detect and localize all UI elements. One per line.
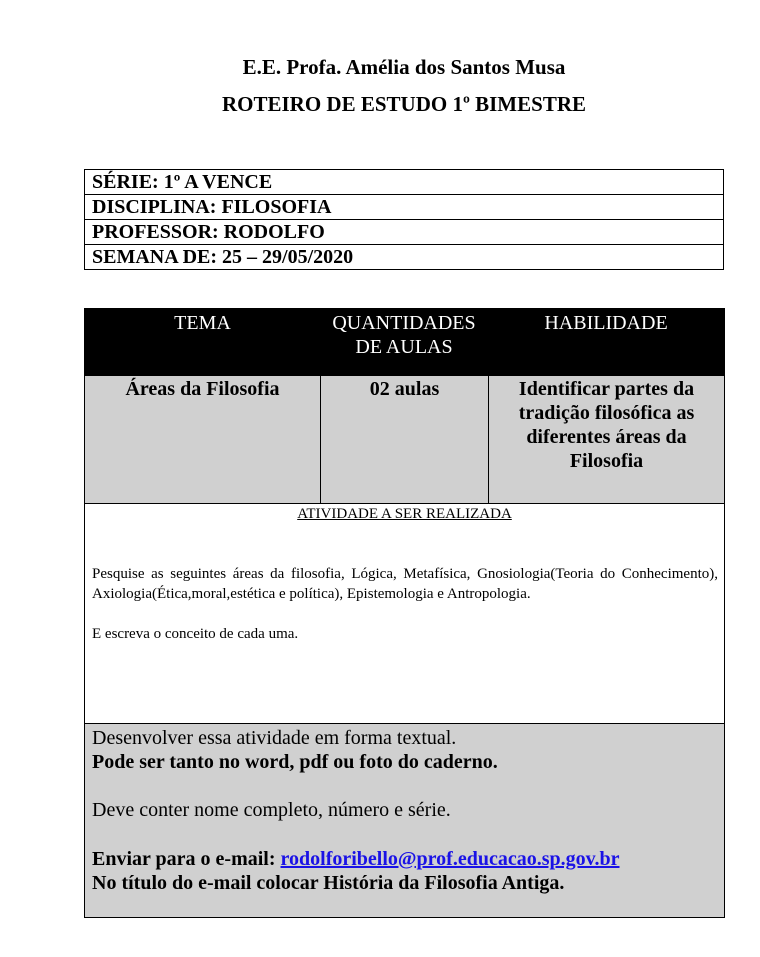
header-tema: TEMA (174, 312, 231, 334)
delivery-line-1: Desenvolver essa atividade em forma textual. (92, 727, 457, 749)
cell-habilidade: Identificar partes da tradição filosófica as diferentes áreas da Filosofia (488, 376, 724, 503)
header-quantidades-line2: DE AULAS (355, 336, 453, 358)
cell-quantidades: 02 aulas (320, 376, 488, 503)
delivery-email-line (85, 847, 620, 871)
email-link[interactable]: rodolforibello@prof.educacao.sp.gov.br (280, 848, 620, 870)
activity-section (85, 504, 724, 724)
table-row (85, 376, 724, 504)
activity-title: ATIVIDADE A SER REALIZADA (297, 506, 512, 522)
info-table (84, 169, 724, 270)
delivery-line-5: No título do e-mail colocar História da Filosofia Antiga. (92, 872, 565, 894)
delivery-line-2: Pode ser tanto no word, pdf ou foto do caderno. (92, 751, 498, 773)
document-title: ROTEIRO DE ESTUDO 1º BIMESTRE (221, 92, 586, 116)
header-quantidades (320, 311, 488, 359)
study-plan-table (84, 308, 725, 918)
school-name: E.E. Profa. Amélia dos Santos Musa (242, 55, 566, 79)
delivery-line-3: Deve conter nome completo, número e série. (92, 799, 451, 821)
header-quantidades-line1: QUANTIDADES (332, 312, 476, 334)
disciplina-cell: DISCIPLINA: FILOSOFIA (85, 195, 724, 220)
professor-cell: PROFESSOR: RODOLFO (85, 220, 724, 245)
cell-tema: Áreas da Filosofia (125, 378, 280, 400)
activity-instructions: Pesquise as seguintes áreas da filosofia, Lógica, Metafísica, Gnosiologia(Teoria do Conhecimento), Axiologia(Ética,moral,estética e política), Epistemologia e Antropologia. (92, 566, 718, 602)
serie-cell: SÉRIE: 1º A VENCE (85, 170, 724, 195)
semana-cell: SEMANA DE: 25 – 29/05/2020 (85, 245, 724, 270)
delivery-section (85, 724, 724, 917)
activity-instructions-2: E escreva o conceito de cada uma. (92, 626, 299, 642)
email-label: Enviar para o e-mail: (92, 848, 281, 870)
table-header-row (85, 309, 724, 376)
header-habilidade: HABILIDADE (544, 312, 668, 334)
